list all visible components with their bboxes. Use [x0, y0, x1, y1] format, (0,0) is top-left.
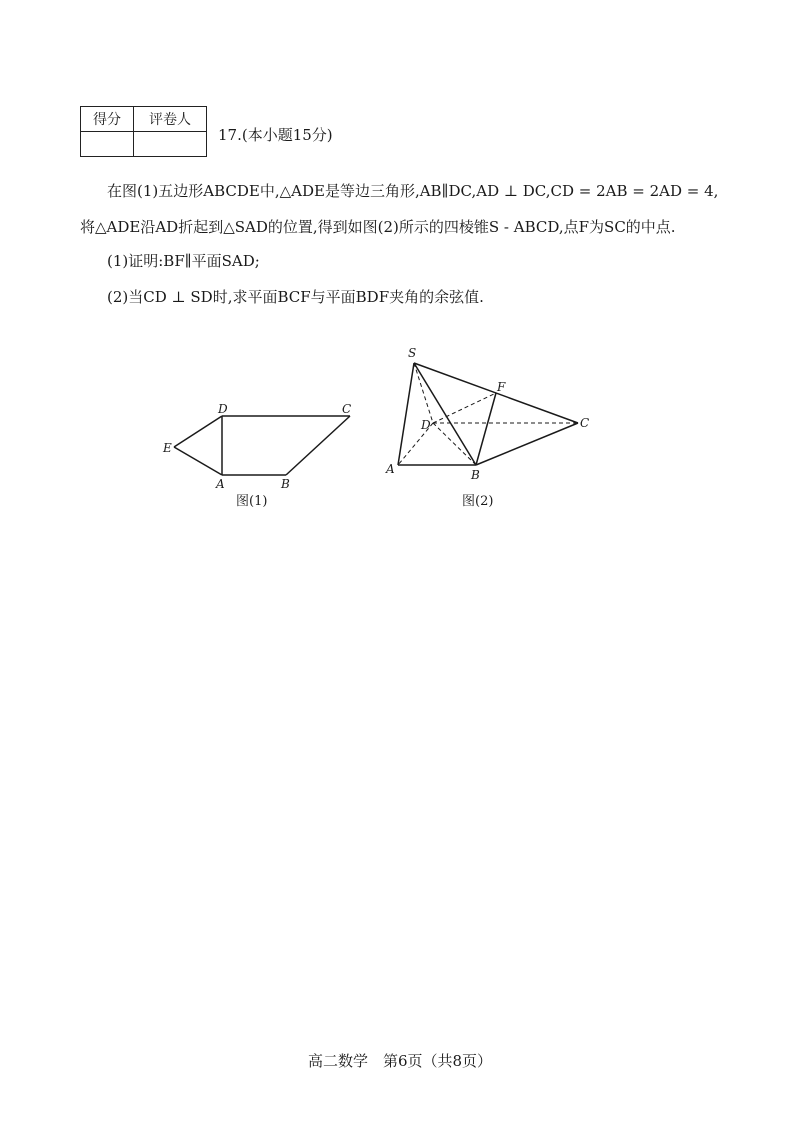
score-header: 得分 — [81, 107, 134, 132]
edge-CB — [286, 416, 350, 475]
label-A: A — [216, 477, 225, 490]
grader-header: 评卷人 — [134, 107, 207, 132]
question-heading: 17.(本小题15分) — [218, 126, 333, 144]
figure-2 — [380, 345, 595, 485]
label-S: S — [408, 346, 417, 360]
edge-DF — [433, 393, 496, 423]
question-line-2: 将△ADE沿AD折起到△SAD的位置,得到如图(2)所示的四棱锥S - ABCD,点F为SC的中点. — [80, 218, 676, 236]
edge-DE — [174, 416, 222, 447]
label-E: E — [163, 441, 172, 455]
label-D: D — [421, 418, 431, 432]
label-C: C — [342, 402, 352, 416]
edge-BF — [476, 393, 496, 465]
label-D: D — [218, 402, 228, 416]
score-table — [80, 106, 207, 157]
edge-SB — [414, 363, 476, 465]
question-part-1: (1)证明:BF∥平面SAD; — [107, 252, 260, 270]
edge-BC — [476, 423, 578, 465]
edge-SA — [398, 363, 414, 465]
label-F: F — [497, 380, 506, 394]
grader-cell — [134, 132, 207, 157]
figure-2-caption: 图(2) — [462, 494, 494, 509]
question-line-1: 在图(1)五边形ABCDE中,△ADE是等边三角形,AB∥DC,AD ⊥ DC,CD = 2AB = 2AD = 4, — [107, 182, 719, 200]
edge-EA — [174, 447, 222, 475]
label-A: A — [386, 462, 395, 476]
page-footer: 高二数学 第6页（共8页） — [307, 1052, 493, 1070]
label-C: C — [580, 416, 590, 430]
label-B: B — [471, 468, 480, 482]
figure-1-caption: 图(1) — [236, 494, 268, 509]
label-B: B — [281, 477, 290, 490]
score-cell — [81, 132, 134, 157]
edge-SD — [414, 363, 433, 423]
figure-1 — [160, 400, 360, 490]
question-part-2: (2)当CD ⊥ SD时,求平面BCF与平面BDF夹角的余弦值. — [107, 288, 484, 306]
